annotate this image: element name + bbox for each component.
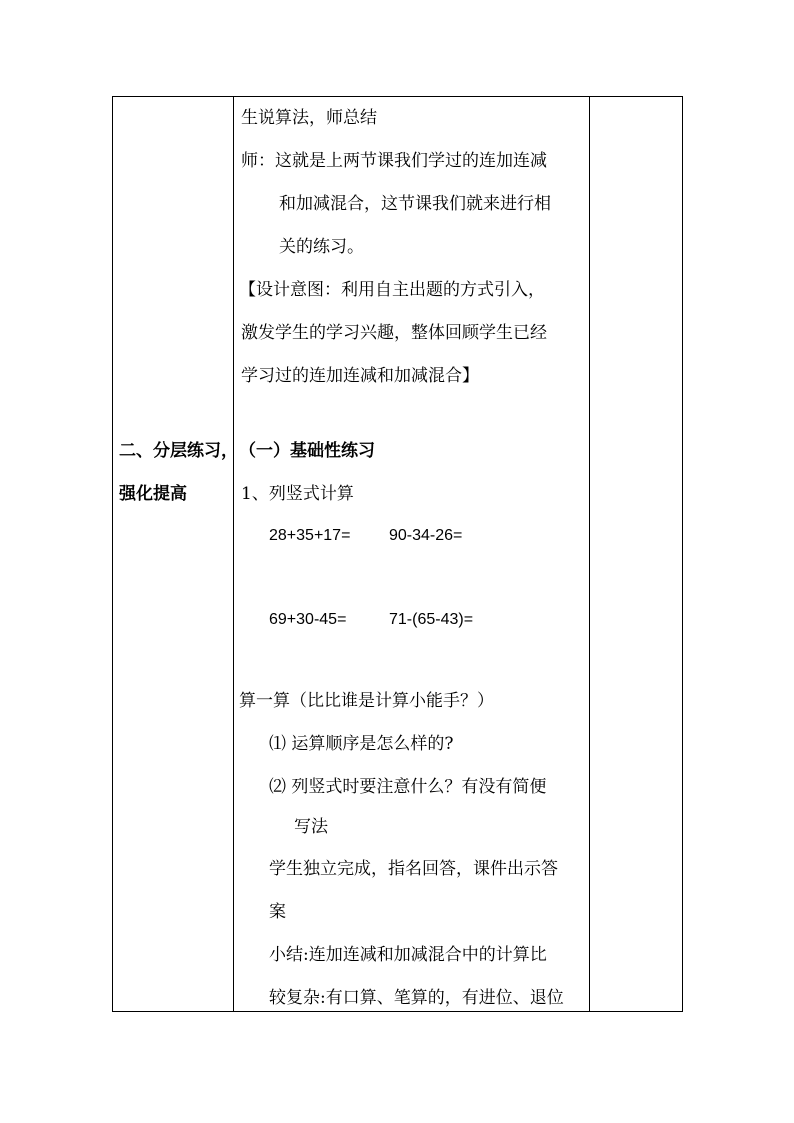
- subheading: （一）基础性练习: [239, 441, 375, 461]
- design-intent-line: 学习过的连加连减和加减混合】: [241, 366, 479, 386]
- content-cell: [234, 97, 590, 1011]
- expression: 28+35+17=: [269, 527, 351, 544]
- section-title-line2: 强化提高: [119, 484, 187, 504]
- text-line: 生说算法，师总结: [241, 108, 377, 128]
- exercise-item: 1、列竖式计算: [241, 484, 354, 504]
- expression: 90-34-26=: [389, 527, 463, 544]
- question: ⑵ 列竖式时要注意什么？有没有简便: [269, 777, 547, 797]
- lesson-table: [112, 96, 683, 1012]
- question: 写法: [294, 817, 328, 837]
- notes-cell: [590, 97, 682, 1011]
- text-line: 师：这就是上两节课我们学过的连加连减: [241, 151, 547, 171]
- text-line: 学生独立完成，指名回答，课件出示答: [269, 859, 558, 879]
- text-line: 关的练习。: [279, 237, 364, 257]
- section-title-line1: 二、分层练习，: [119, 441, 238, 461]
- expression: 71-(65-43)=: [389, 611, 474, 628]
- text-line: 案: [269, 902, 286, 922]
- question: ⑴ 运算顺序是怎么样的?: [269, 734, 454, 754]
- design-intent-line: 激发学生的学习兴趣，整体回顾学生已经: [241, 323, 547, 343]
- summary-line: 较复杂:有口算、笔算的，有进位、退位: [269, 988, 564, 1008]
- calc-title: 算一算（比比谁是计算小能手？）: [239, 691, 494, 711]
- design-intent-line: 【设计意图：利用自主出题的方式引入，: [239, 280, 545, 300]
- stage-cell: [113, 97, 238, 1011]
- expression: 69+30-45=: [269, 611, 347, 628]
- text-line: 和加减混合，这节课我们就来进行相: [279, 194, 551, 214]
- summary-line: 小结:连加连减和加减混合中的计算比: [269, 945, 547, 965]
